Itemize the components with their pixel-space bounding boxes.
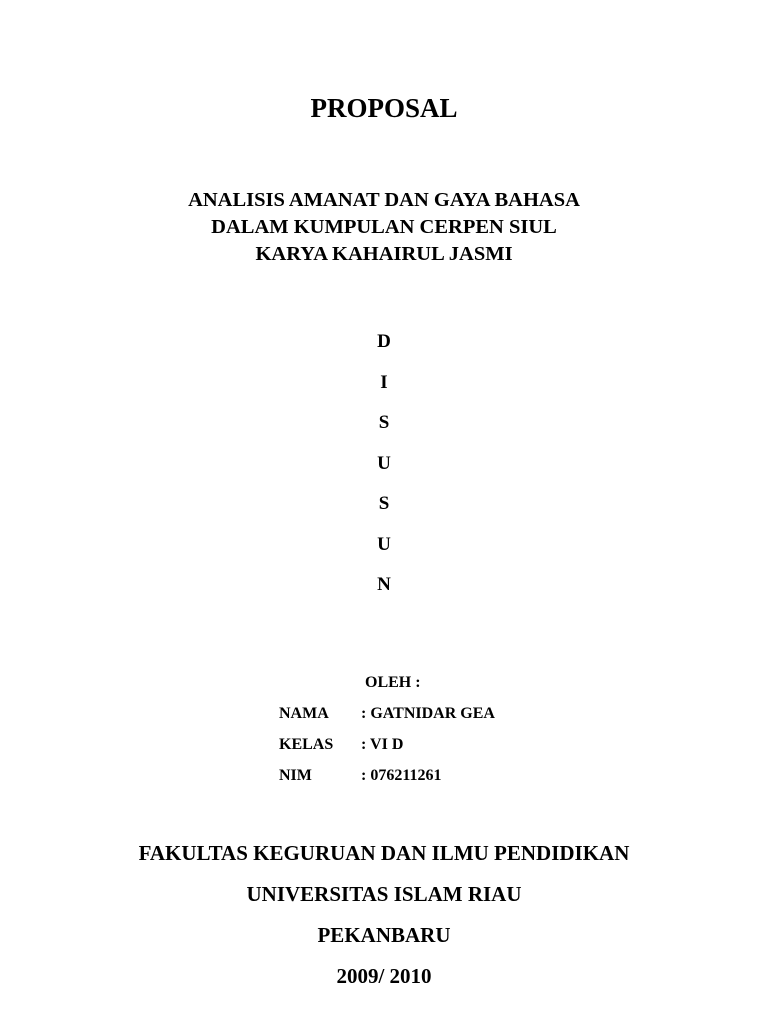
- disusun-vertical-text: [0, 328, 768, 612]
- thesis-title-line: KARYA KAHAIRUL JASMI: [255, 243, 513, 265]
- disusun-letter: S: [378, 412, 390, 433]
- nim-label: NIM: [279, 767, 312, 784]
- disusun-letter: S: [378, 493, 390, 514]
- name-value: : GATNIDAR GEA: [361, 705, 495, 722]
- faculty-line: FAKULTAS KEGURUAN DAN ILMU PENDIDIKAN: [138, 841, 630, 865]
- university-line: UNIVERSITAS ISLAM RIAU: [246, 882, 522, 906]
- disusun-letter: U: [377, 533, 391, 555]
- class-label: KELAS: [279, 736, 334, 753]
- name-label: NAMA: [279, 705, 329, 722]
- disusun-letter: N: [377, 574, 391, 595]
- document-title: PROPOSAL: [310, 93, 458, 123]
- oleh-label: OLEH :: [365, 674, 421, 691]
- disusun-letter: D: [377, 331, 391, 352]
- thesis-title-line: ANALISIS AMANAT DAN GAYA BAHASA: [188, 189, 580, 211]
- disusun-letter: I: [380, 371, 388, 393]
- disusun-letter: U: [377, 452, 391, 474]
- year-line: 2009/ 2010: [336, 964, 432, 988]
- institution-block: [0, 838, 768, 1002]
- thesis-title-line: DALAM KUMPULAN CERPEN SIUL: [211, 216, 557, 238]
- thesis-title: [0, 187, 768, 268]
- class-value: : VI D: [361, 736, 404, 753]
- nim-value: : 076211261: [361, 767, 442, 784]
- city-line: PEKANBARU: [317, 923, 451, 947]
